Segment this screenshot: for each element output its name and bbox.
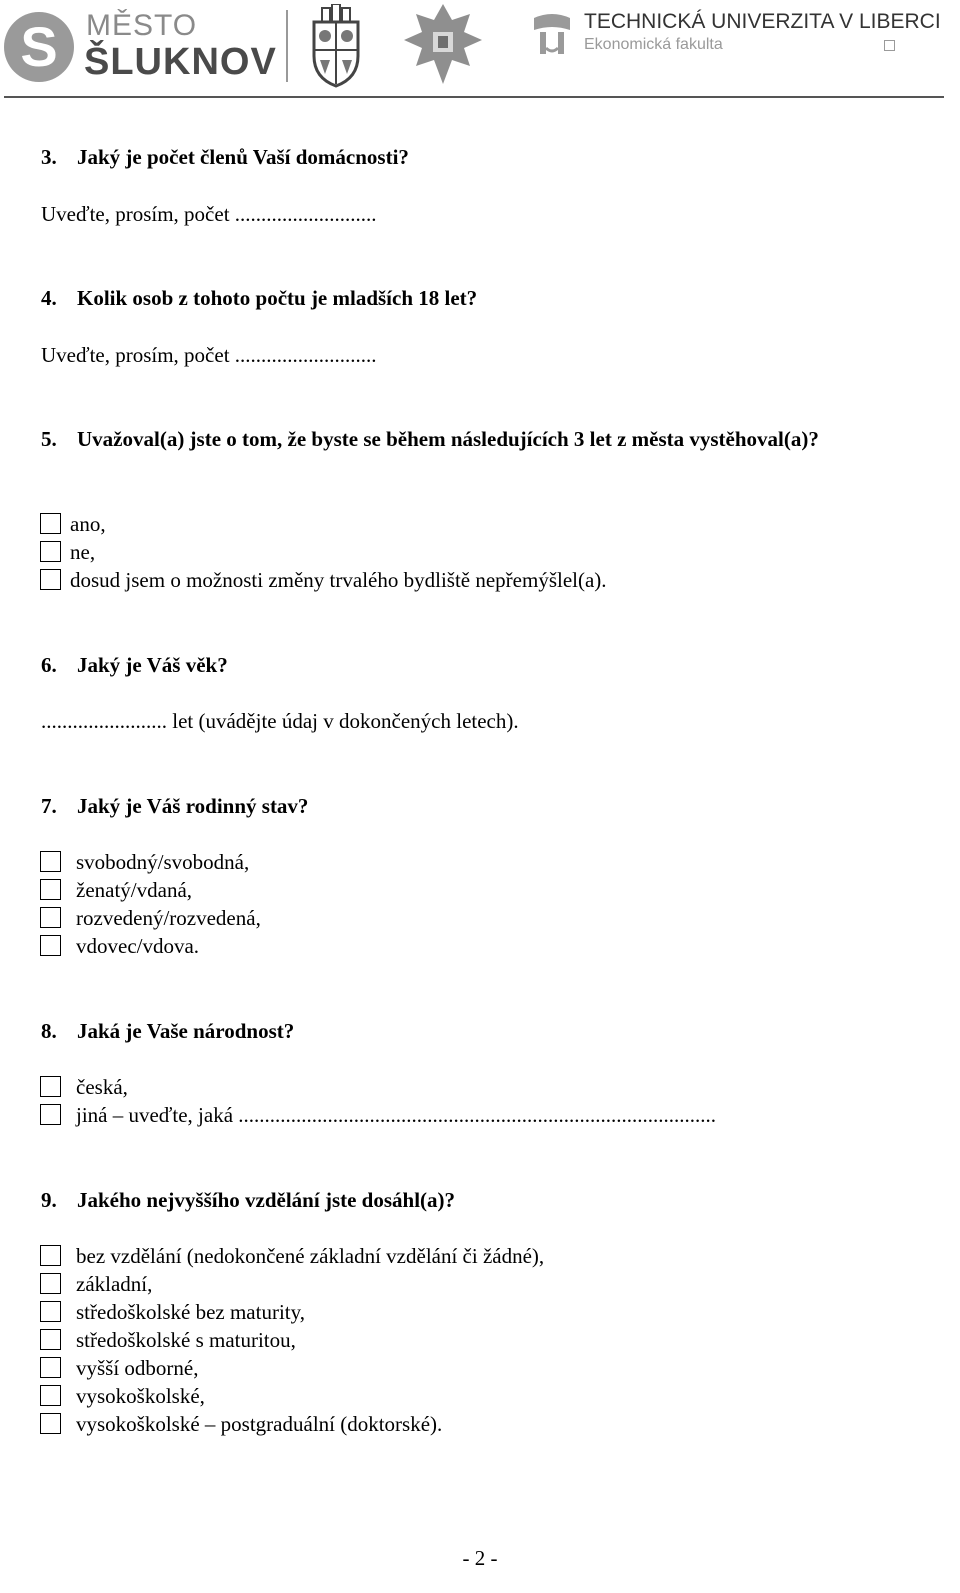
sluknov-logo-icon: S: [4, 12, 74, 82]
checkbox[interactable]: [40, 879, 61, 900]
option-label: dosud jsem o možnosti změny trvalého bydliště nepřemýšlel(a).: [70, 568, 607, 592]
question-text: Jakého nejvyššího vzdělání jste dosáhl(a)?: [77, 1188, 456, 1212]
option-label: středoškolské s maturitou,: [76, 1328, 296, 1352]
question-text: Uvažoval(a) jste o tom, že byste se během následujících 3 let z města vystěhoval(a)?: [77, 427, 819, 451]
option-label: vyšší odborné,: [76, 1356, 199, 1380]
question-7: [41, 792, 837, 820]
question-number: 9.: [41, 1188, 57, 1212]
option-label: středoškolské bez maturity,: [76, 1300, 306, 1324]
checkbox[interactable]: [40, 1357, 61, 1378]
option-label: základní,: [76, 1272, 153, 1296]
header-rule: [4, 96, 944, 98]
answer-field-age[interactable]: ........................ let (uvádějte údaj v dokončených letech).: [41, 709, 519, 733]
square-icon: [884, 40, 895, 51]
page-header: [0, 0, 960, 98]
question-number: 4.: [41, 286, 57, 310]
header-divider: [286, 10, 288, 82]
question-3: [41, 143, 837, 171]
checkbox[interactable]: [40, 513, 61, 534]
checkbox[interactable]: [40, 1329, 61, 1350]
question-number: 3.: [41, 145, 57, 169]
question-number: 8.: [41, 1019, 57, 1043]
checkbox[interactable]: [40, 1104, 61, 1125]
question-4: [41, 284, 837, 312]
question-6: [41, 651, 837, 679]
tul-logo-icon: [530, 12, 574, 56]
question-9: [41, 1186, 837, 1214]
option-label: vdovec/vdova.: [76, 934, 200, 958]
question-5: [41, 425, 837, 453]
option-label: vysokoškolské – postgraduální (doktorské).: [76, 1412, 443, 1436]
option-label: rozvedený/rozvedená,: [76, 906, 261, 930]
checkbox[interactable]: [40, 1301, 61, 1322]
checkbox[interactable]: [40, 935, 61, 956]
checkbox[interactable]: [40, 907, 61, 928]
answer-field-household-count[interactable]: Uveďte, prosím, počet ...........................: [41, 202, 377, 226]
question-number: 5.: [41, 427, 57, 451]
option-label: ano,: [70, 512, 106, 536]
answer-field-minors-count[interactable]: Uveďte, prosím, počet ...........................: [41, 343, 377, 367]
option-label: ženatý/vdaná,: [76, 878, 193, 902]
faculty-name: Ekonomická fakulta: [584, 36, 723, 53]
checkbox[interactable]: [40, 569, 61, 590]
question-8: [41, 1017, 837, 1045]
option-label: jiná – uveďte, jaká ...........................................................................................: [76, 1103, 717, 1127]
question-number: 6.: [41, 653, 57, 677]
option-label: vysokoškolské,: [76, 1384, 205, 1408]
checkbox[interactable]: [40, 1076, 61, 1097]
question-number: 7.: [41, 794, 57, 818]
leaf-emblem-icon: [400, 2, 486, 88]
option-label: svobodný/svobodná,: [76, 850, 250, 874]
question-text: Jaký je Váš věk?: [77, 653, 228, 677]
checkbox[interactable]: [40, 1385, 61, 1406]
question-text: Jaká je Vaše národnost?: [77, 1019, 295, 1043]
option-label: bez vzdělání (nedokončené základní vzdělání či žádné),: [76, 1244, 545, 1268]
question-text: Jaký je Váš rodinný stav?: [77, 794, 309, 818]
option-label: ne,: [70, 540, 96, 564]
page-number: - 2 -: [462, 1546, 498, 1570]
question-text: Kolik osob z tohoto počtu je mladších 18 let?: [77, 286, 478, 310]
coat-of-arms-icon: [300, 4, 372, 88]
city-name-line1: MĚSTO: [86, 9, 198, 42]
checkbox[interactable]: [40, 1413, 61, 1434]
checkbox[interactable]: [40, 1245, 61, 1266]
city-name-line2: ŠLUKNOV: [84, 41, 277, 83]
university-name: TECHNICKÁ UNIVERZITA V LIBERCI: [584, 10, 941, 33]
checkbox[interactable]: [40, 1273, 61, 1294]
question-text: Jaký je počet členů Vaší domácnosti?: [77, 145, 409, 169]
checkbox[interactable]: [40, 851, 61, 872]
checkbox[interactable]: [40, 541, 61, 562]
option-label: česká,: [76, 1075, 128, 1099]
